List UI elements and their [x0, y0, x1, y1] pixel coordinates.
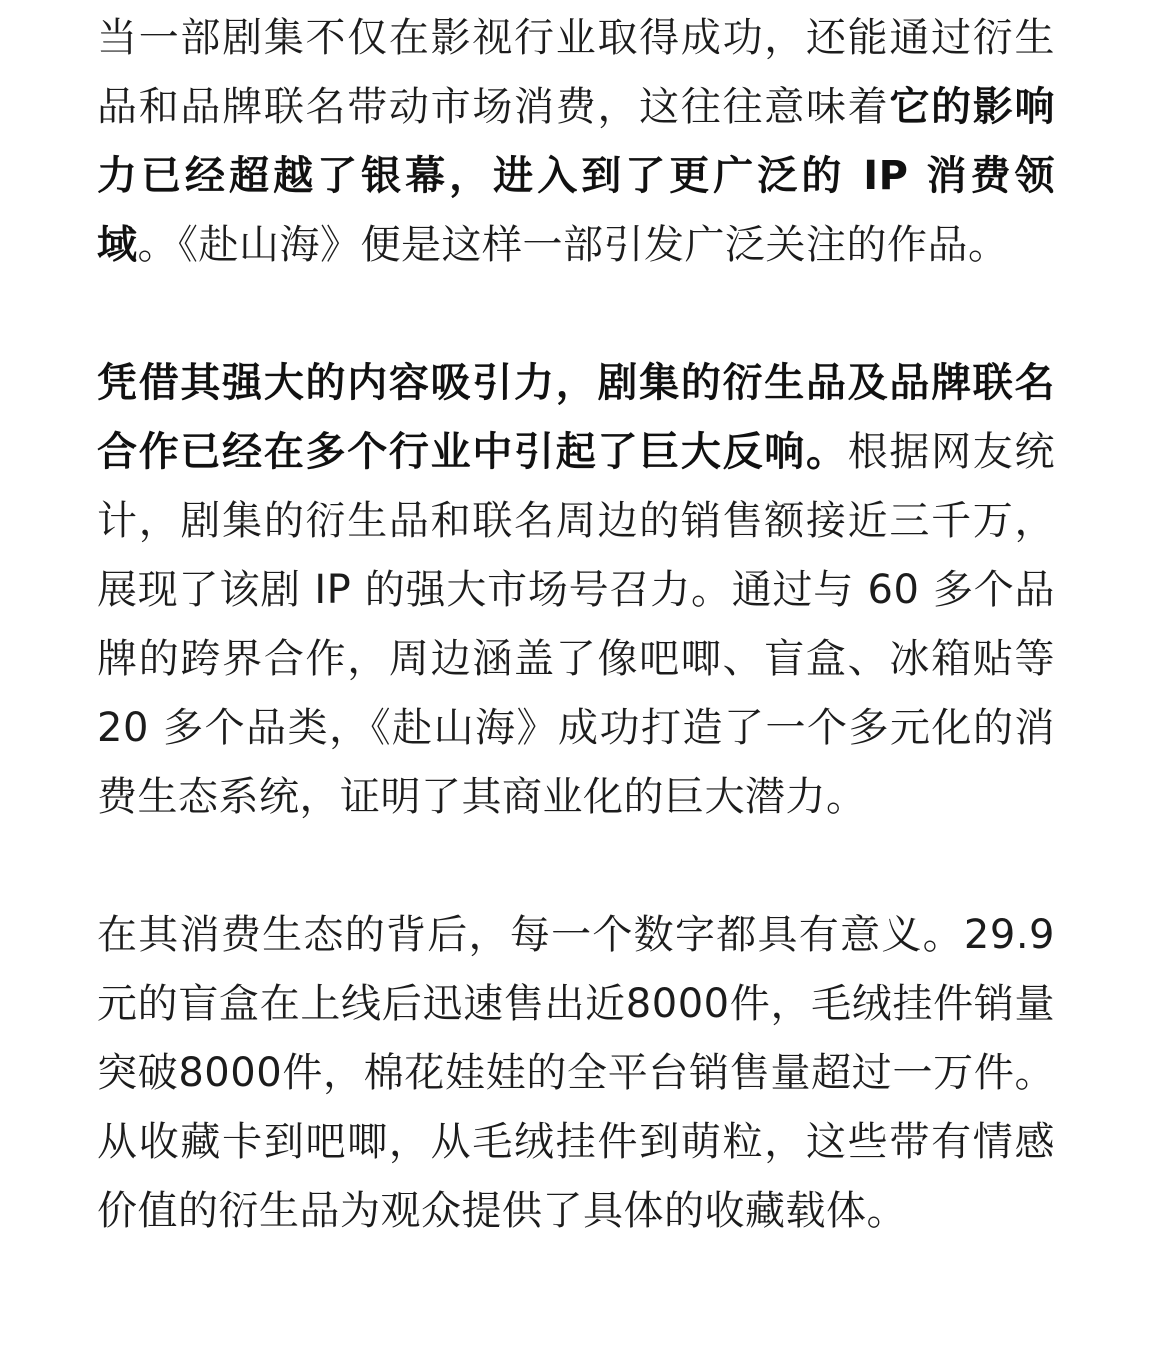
merchandise-highlight: 凭借其强大的内容吸引力，剧集的衍生品及品牌联名合作已经在多个行业中引起了巨大反响。: [97, 360, 1055, 475]
intro-text: 当一部剧集不仅在影视行业取得成功，还能通过衍生品和品牌联名带动市场消费，这往往意味着: [97, 15, 1055, 130]
article-body: [97, 4, 1055, 1246]
merchandise-text: 根据网友统计，剧集的衍生品和联名周边的销售额接近三千万，展现了该剧 IP 的强大市场号召力。通过与 60 多个品牌的跨界合作，周边涵盖了像吧唧、盲盒、冰箱贴等 20 多个品类，《赴山海》成功打造了一个多元化的消费生态系统，证明了其商业化的巨大潜力。: [97, 429, 1056, 820]
intro-closing: 。《赴山海》便是这样一部引发广泛关注的作品。: [137, 222, 1009, 268]
intro-highlight: 它的影响力已经超越了银幕，进入到了更广泛的 IP 消费领域: [97, 84, 1056, 268]
paragraph-numbers: [97, 901, 1055, 1246]
numbers-text: 在其消费生态的背后，每一个数字都具有意义。29.9元的盲盒在上线后迅速售出近8000件，毛绒挂件销量突破8000件，棉花娃娃的全平台销售量超过一万件。从收藏卡到吧唧，从毛绒挂件到萌粒，这些带有情感价值的衍生品为观众提供了具体的收藏载体。: [97, 912, 1055, 1234]
paragraph-intro: [97, 4, 1055, 280]
paragraph-merchandise: [97, 349, 1055, 832]
